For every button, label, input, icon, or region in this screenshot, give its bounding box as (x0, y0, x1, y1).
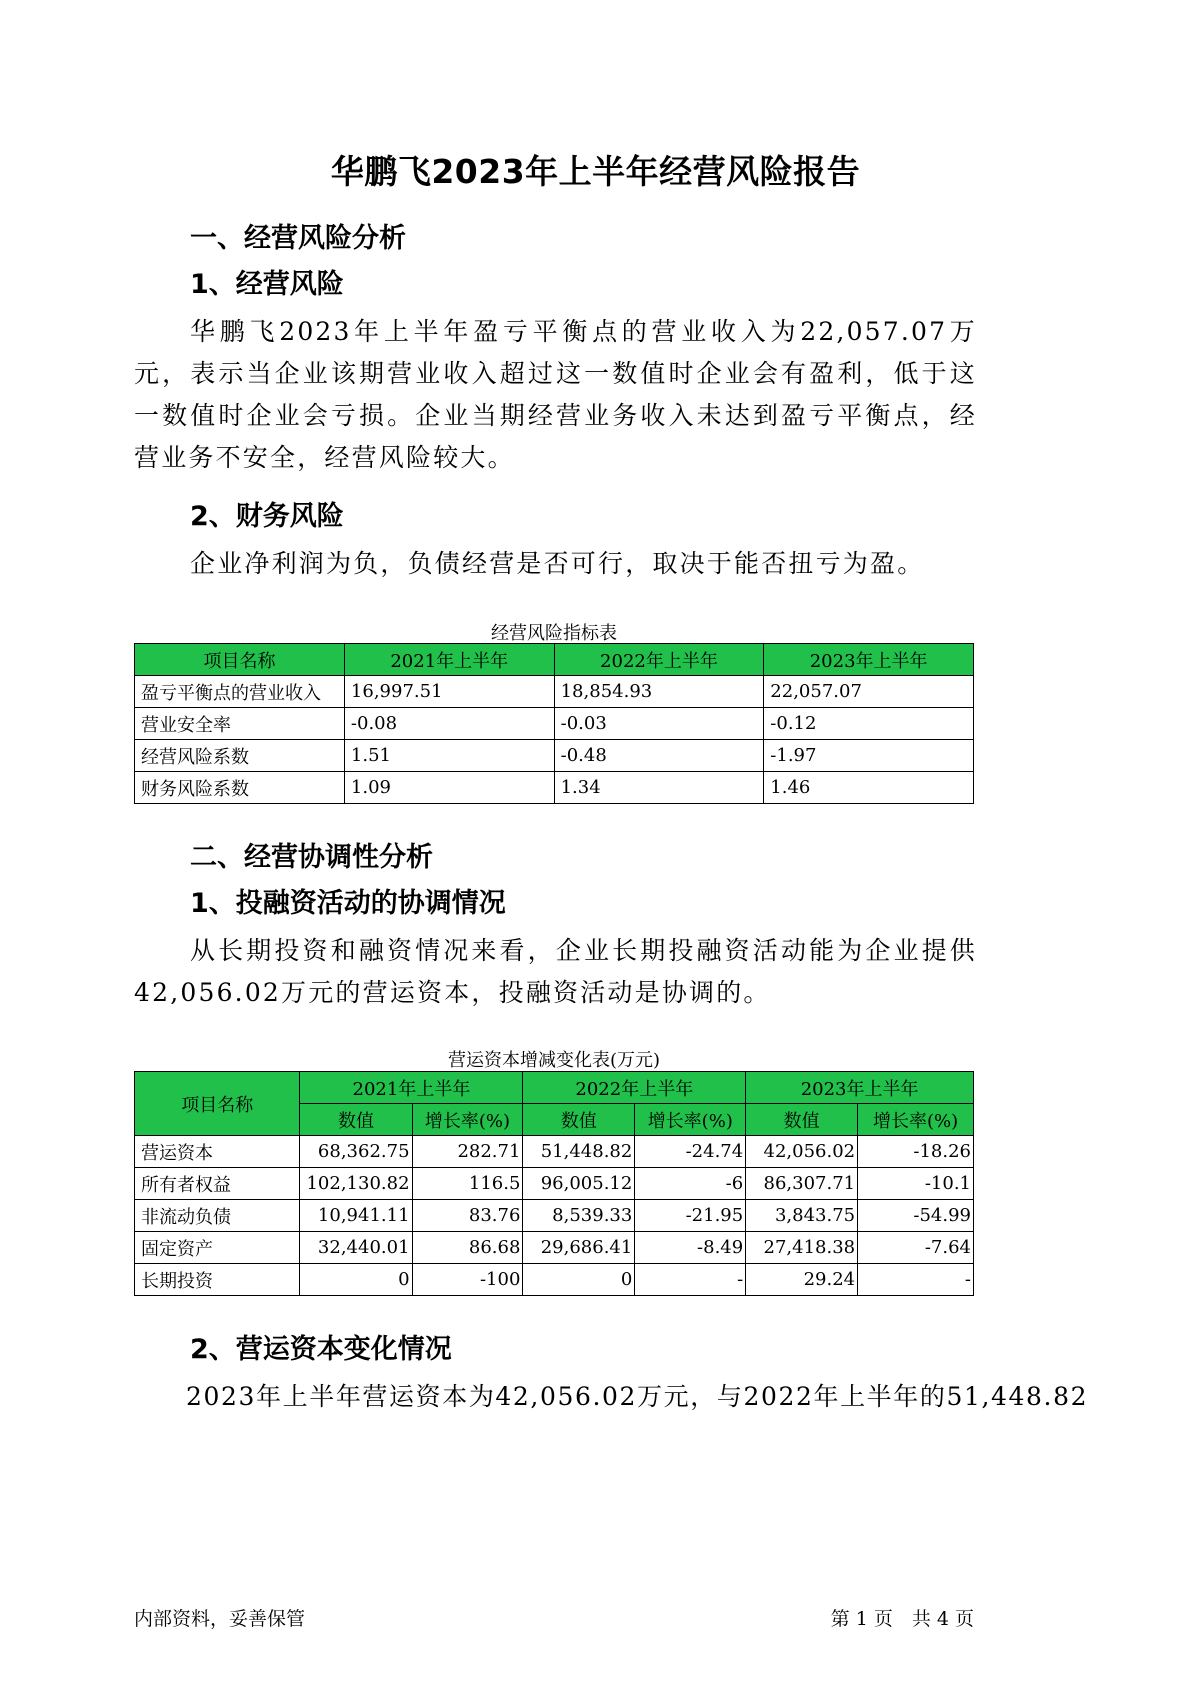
section1-sub1-text: 华鹏飞2023年上半年盈亏平衡点的营业收入为22,057.07万元，表示当企业该期营业收入超过这一数值时企业会有盈利，低于这一数值时企业会亏损。企业当期经营业务收入未达到盈亏平衡点，经营业务不安全，经营风险较大。 (134, 317, 977, 472)
table-cell: 29.24 (746, 1264, 858, 1296)
table-header-cell: 增长率(%) (858, 1104, 974, 1136)
risk-indicator-table (134, 643, 974, 804)
table-row (135, 1264, 974, 1296)
section1-sub2-heading: 2、财务风险 (190, 501, 344, 532)
table-cell: 102,130.82 (300, 1168, 412, 1200)
table-cell: 32,440.01 (300, 1232, 412, 1264)
table-cell: 经营风险系数 (135, 740, 345, 772)
table-cell: 42,056.02 (746, 1136, 858, 1168)
table-cell: -7.64 (858, 1232, 974, 1264)
section1-sub2-text: 企业净利润为负，负债经营是否可行，取决于能否扭亏为盈。 (190, 549, 925, 578)
table-row (135, 1200, 974, 1232)
table-cell: 3,843.75 (746, 1200, 858, 1232)
table-header-cell: 数值 (523, 1104, 635, 1136)
table-header-cell: 2021年上半年 (344, 644, 554, 676)
table-header-cell: 增长率(%) (635, 1104, 746, 1136)
footer-page-number: 第 1 页 共 4 页 (830, 1608, 974, 1630)
table-cell: - (635, 1264, 746, 1296)
table-cell: 0 (300, 1264, 412, 1296)
section1-heading: 一、经营风险分析 (190, 223, 406, 254)
section1-sub1-heading: 1、经营风险 (190, 269, 344, 300)
table-cell: 盈亏平衡点的营业收入 (135, 676, 345, 708)
table-cell: 27,418.38 (746, 1232, 858, 1264)
table-header-row (135, 1072, 974, 1104)
table-cell: 长期投资 (135, 1264, 300, 1296)
table-cell: 16,997.51 (344, 676, 554, 708)
page-title: 华鹏飞2023年上半年经营风险报告 (330, 152, 861, 191)
table-cell: 282.71 (412, 1136, 523, 1168)
table-cell: -0.03 (554, 708, 764, 740)
table-header-cell: 数值 (746, 1104, 858, 1136)
table-cell: -6 (635, 1168, 746, 1200)
table-cell: -0.12 (764, 708, 974, 740)
table-row (135, 772, 974, 804)
table-cell: 86.68 (412, 1232, 523, 1264)
table-cell: 10,941.11 (300, 1200, 412, 1232)
table-cell: 96,005.12 (523, 1168, 635, 1200)
table-header-cell: 2023年上半年 (746, 1072, 974, 1104)
table-cell: 固定资产 (135, 1232, 300, 1264)
section2-sub2-text: 2023年上半年营运资本为42,056.02万元，与2022年上半年的51,448.82 (186, 1382, 1089, 1411)
table-cell: 83.76 (412, 1200, 523, 1232)
table-cell: -8.49 (635, 1232, 746, 1264)
table-header-cell: 数值 (300, 1104, 412, 1136)
table-cell: 0 (523, 1264, 635, 1296)
table-header-cell: 增长率(%) (412, 1104, 523, 1136)
table-row (135, 708, 974, 740)
section2-sub1-heading: 1、投融资活动的协调情况 (190, 888, 506, 919)
table-row (135, 1168, 974, 1200)
table-cell: -21.95 (635, 1200, 746, 1232)
table-header-row (135, 644, 974, 676)
table-row (135, 676, 974, 708)
table-cell: 1.51 (344, 740, 554, 772)
table-cell: -18.26 (858, 1136, 974, 1168)
table-cell: 8,539.33 (523, 1200, 635, 1232)
table-header-cell: 项目名称 (135, 644, 345, 676)
table-cell: -54.99 (858, 1200, 974, 1232)
table-cell: -100 (412, 1264, 523, 1296)
table-cell: -0.48 (554, 740, 764, 772)
table-row (135, 1136, 974, 1168)
table-cell: 所有者权益 (135, 1168, 300, 1200)
table-cell: 68,362.75 (300, 1136, 412, 1168)
table-cell: 1.46 (764, 772, 974, 804)
table-header-cell: 2022年上半年 (554, 644, 764, 676)
table-cell: 18,854.93 (554, 676, 764, 708)
table-row (135, 1232, 974, 1264)
table-cell: - (858, 1264, 974, 1296)
table-header-cell: 2021年上半年 (300, 1072, 523, 1104)
table-cell: 116.5 (412, 1168, 523, 1200)
table-cell: 1.09 (344, 772, 554, 804)
table-cell: -1.97 (764, 740, 974, 772)
table-header-cell: 2023年上半年 (764, 644, 974, 676)
table-cell: -24.74 (635, 1136, 746, 1168)
section2-sub2-heading: 2、营运资本变化情况 (190, 1334, 452, 1365)
table2-caption: 营运资本增减变化表(万元) (447, 1050, 661, 1071)
table-cell: 非流动负债 (135, 1200, 300, 1232)
table-row (135, 740, 974, 772)
table-header-cell: 2022年上半年 (523, 1072, 746, 1104)
table-cell: 1.34 (554, 772, 764, 804)
table-cell: 22,057.07 (764, 676, 974, 708)
footer-confidential: 内部资料，妥善保管 (134, 1608, 306, 1630)
table-cell: 51,448.82 (523, 1136, 635, 1168)
table1-caption: 经营风险指标表 (491, 623, 617, 644)
table-cell: 财务风险系数 (135, 772, 345, 804)
working-capital-table (134, 1071, 974, 1296)
table-header-cell: 项目名称 (135, 1072, 300, 1136)
table-cell: 营运资本 (135, 1136, 300, 1168)
section2-heading: 二、经营协调性分析 (190, 842, 433, 873)
table-cell: -0.08 (344, 708, 554, 740)
table-cell: 29,686.41 (523, 1232, 635, 1264)
table-cell: 86,307.71 (746, 1168, 858, 1200)
section2-sub1-text: 从长期投资和融资情况来看，企业长期投融资活动能为企业提供42,056.02万元的营运资本，投融资活动是协调的。 (134, 936, 977, 1007)
table-cell: -10.1 (858, 1168, 974, 1200)
table-cell: 营业安全率 (135, 708, 345, 740)
